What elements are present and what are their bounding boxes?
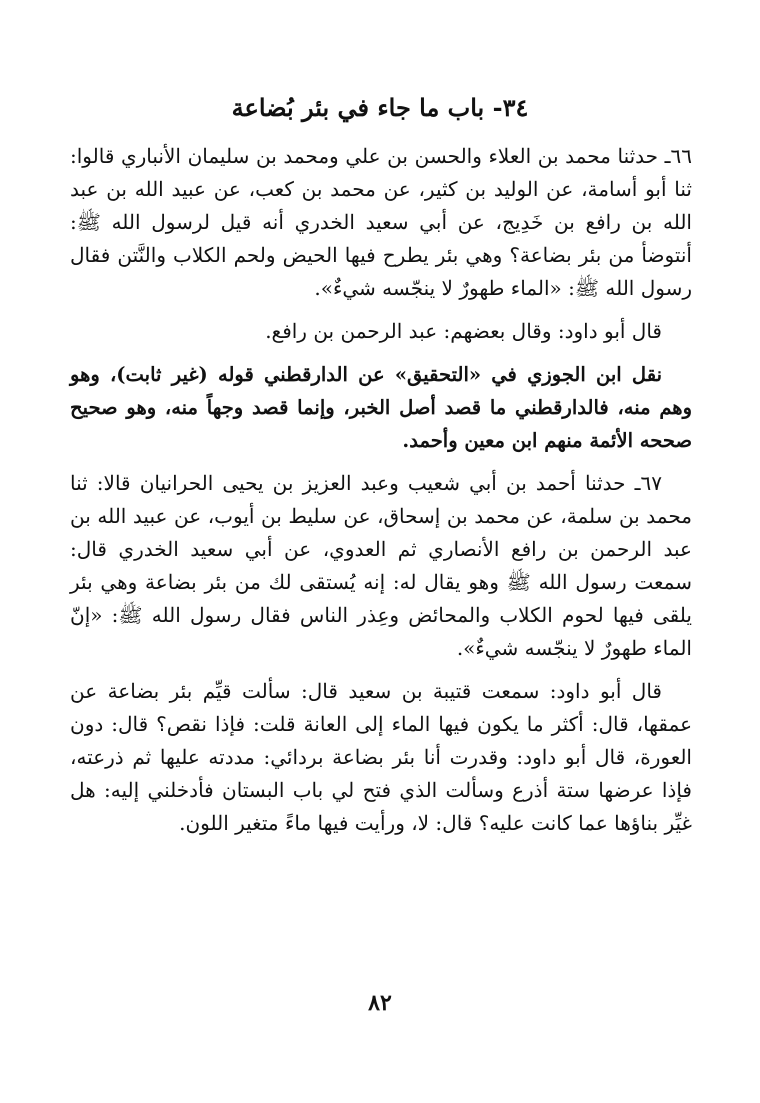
- chapter-heading: ٣٤- باب ما جاء في بئر بُضاعة: [231, 93, 529, 122]
- page-number: ٨٢: [368, 990, 392, 1016]
- page-body: [70, 140, 692, 850]
- abu-dawud-note-1: قال أبو داود: وقال بعضهم: عبد الرحمن بن رافع.: [265, 319, 662, 343]
- commentary-paragraph: نقل ابن الجوزي في «التحقيق» عن الدارقطني قوله (غير ثابت)، وهو وهم منه، فالدارقطني ما قصد أصل الخبر، وإنما قصد وجهاً منه، وهو صحيح صححه الأئمة منهم ابن معين وأحمد.: [70, 363, 692, 452]
- abu-dawud-note-2: قال أبو داود: سمعت قتيبة بن سعيد قال: سألت قيِّم بئر بضاعة عن عمقها، قال: أكثر ما يكون فيها الماء إلى العانة قلت: فإذا نقص؟ قال: دون العورة، قال أبو داود: وقدرت أنا بئر بضاعة بردائي: مددته عليها ثم ذرعته، فإذا عرضها ستة أذرع وسألت الذي فتح لي باب البستان فأدخلني إليه: هل غيِّر بناؤها عما كانت عليه؟ قال: لا، ورأيت فيها ماءً متغير اللون.: [70, 679, 692, 835]
- hadith-67-paragraph: ٦٧ـ حدثنا أحمد بن أبي شعيب وعبد العزيز بن يحيى الحرانيان قالا: ثنا محمد بن سلمة، عن محمد بن إسحاق، عن سليط بن أيوب، عن عبيد الله بن عبد الرحمن بن رافع الأنصاري ثم العدوي، عن أبي سعيد الخدري قال: سمعت رسول الله ﷺ وهو يقال له: إنه يُستقى لك من بئر بضاعة وهي بئر يلقى فيها لحوم الكلاب والمحائض وعِذر الناس فقال رسول الله ﷺ: «إنّ الماء طهورٌ لا ينجّسه شيءٌ».: [70, 471, 692, 660]
- hadith-66-paragraph: ٦٦ـ حدثنا محمد بن العلاء والحسن بن علي ومحمد بن سليمان الأنباري قالوا: ثنا أبو أسامة، عن الوليد بن كثير، عن محمد بن كعب، عن عبيد الله بن عبد الله بن رافع بن خَدِيج، عن أبي سعيد الخدري أنه قيل لرسول الله ﷺ: أنتوضأ من بئر بضاعة؟ وهي بئر يطرح فيها الحيض ولحم الكلاب والنَّتن فقال رسول الله ﷺ: «الماء طهورٌ لا ينجّسه شيءٌ».: [70, 144, 692, 300]
